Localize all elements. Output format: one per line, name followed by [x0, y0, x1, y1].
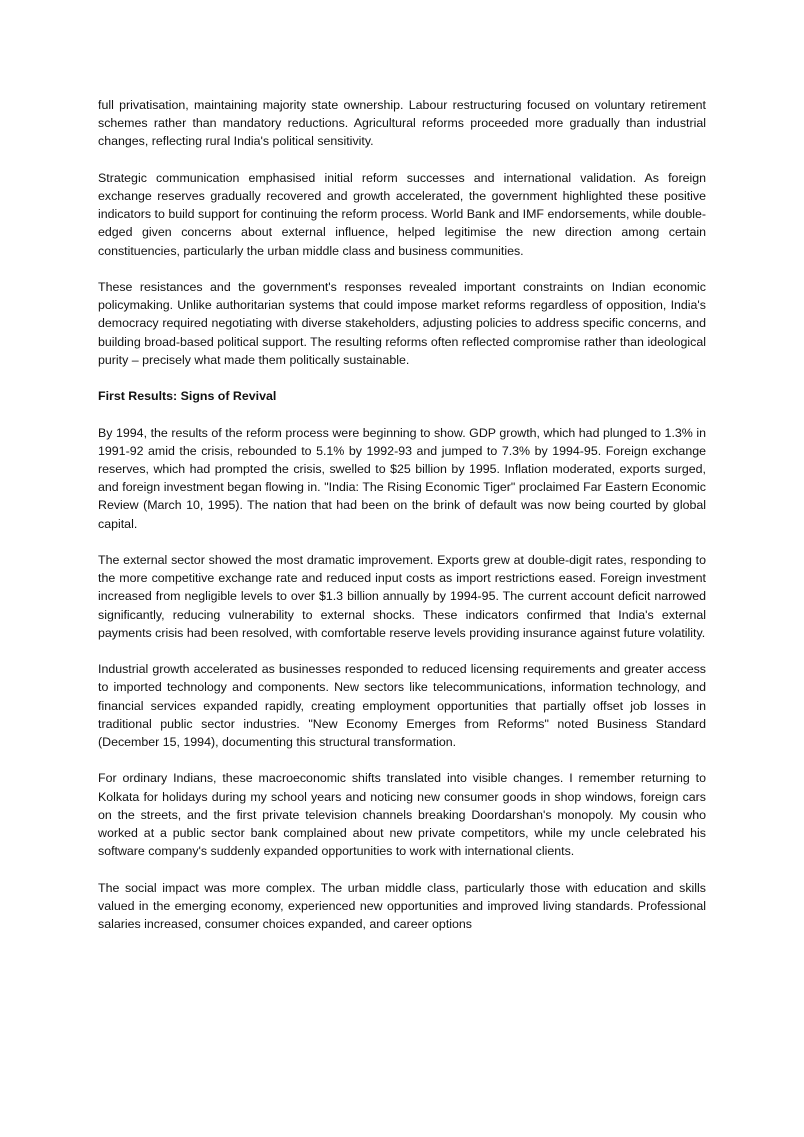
paragraph: These resistances and the government's responses revealed important constraints on Indian economic policymaking. Unlike authoritarian systems that could impose market reforms regardless of opposition, India's democracy required negotiating with diverse stakeholders, adjusting policies to address specific concerns, and building broad-based political support. The resulting reforms often reflected compromise rather than ideological purity – precisely what made them politically sustainable. [98, 280, 706, 367]
paragraph: By 1994, the results of the reform process were beginning to show. GDP growth, which had plunged to 1.3% in 1991-92 amid the crisis, rebounded to 5.1% by 1992-93 and jumped to 7.3% by 1994-95. Foreign exchange reserves, which had prompted the crisis, swelled to $25 billion by 1995. Inflation moderated, exports surged, and foreign investment began flowing in. "India: The Rising Economic Tiger" proclaimed Far Eastern Economic Review (March 10, 1995). The nation that had been on the brink of default was now being courted by global capital. [98, 425, 706, 531]
document-page [98, 96, 706, 951]
section-heading: First Results: Signs of Revival [98, 389, 277, 404]
paragraph: Industrial growth accelerated as businesses responded to reduced licensing requirements and greater access to imported technology and components. New sectors like telecommunications, information technology, and financial services expanded rapidly, creating employment opportunities that partially offset job losses in traditional public sector industries. "New Economy Emerges from Reforms" noted Business Standard (December 15, 1994), documenting this structural transformation. [98, 662, 706, 750]
paragraph: For ordinary Indians, these macroeconomic shifts translated into visible changes. I remember returning to Kolkata for holidays during my school years and noticing new consumer goods in shop windows, foreign cars on the streets, and the first private television channels breaking Doordarshan's monopoly. My cousin who worked at a public sector bank complained about new private competitors, while my uncle celebrated his software company's suddenly expanded opportunities to work with international clients. [98, 771, 706, 859]
paragraph: Strategic communication emphasised initial reform successes and international validation. As foreign exchange reserves gradually recovered and growth accelerated, the government highlighted these positive indicators to build support for continuing the reform process. World Bank and IMF endorsements, while double-edged given concerns about external influence, helped legitimise the new direction among certain constituencies, particularly the urban middle class and business communities. [98, 170, 706, 258]
paragraph: The social impact was more complex. The urban middle class, particularly those with education and skills valued in the emerging economy, experienced new opportunities and improved living standards. Professional salaries increased, consumer choices expanded, and career options [98, 880, 706, 932]
paragraph: full privatisation, maintaining majority state ownership. Labour restructuring focused on voluntary retirement schemes rather than mandatory reductions. Agricultural reforms proceeded more gradually than industrial changes, reflecting rural India's political sensitivity. [98, 98, 706, 149]
paragraph: The external sector showed the most dramatic improvement. Exports grew at double-digit rates, responding to the more competitive exchange rate and reduced input costs as import restrictions eased. Foreign investment increased from negligible levels to over $1.3 billion annually by 1994-95. The current account deficit narrowed significantly, reducing vulnerability to external shocks. These indicators confirmed that India's external payments crisis had been resolved, with comfortable reserve levels providing insurance against future volatility. [98, 553, 706, 640]
